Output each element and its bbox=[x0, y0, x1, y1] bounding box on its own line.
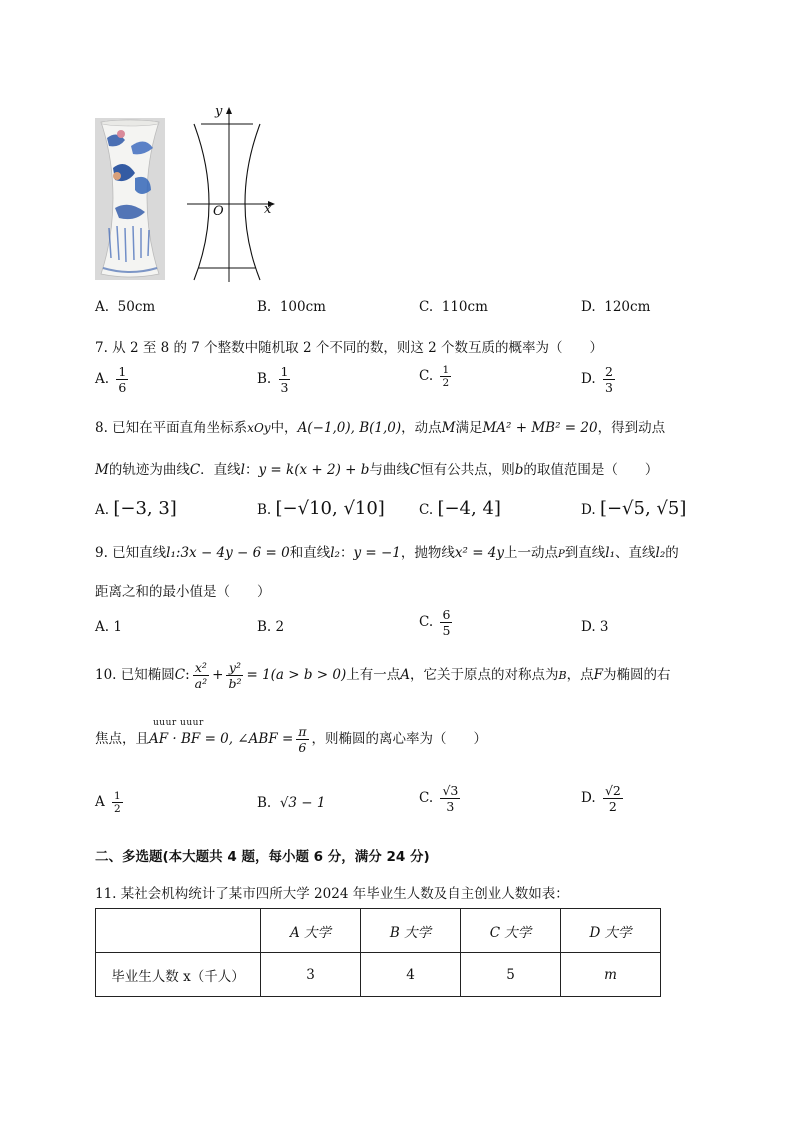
q8-option-b bbox=[257, 498, 385, 519]
option-letter: A. bbox=[95, 371, 110, 387]
hyperbola-figure bbox=[184, 104, 284, 284]
option-text: [−√10, √10] bbox=[275, 498, 385, 519]
option-letter: C. bbox=[419, 502, 434, 518]
q8-option-a bbox=[95, 498, 177, 519]
denominator: 3 bbox=[280, 380, 289, 395]
text: : bbox=[185, 667, 190, 683]
option-letter: A bbox=[95, 794, 105, 810]
option-letter: D. bbox=[581, 790, 596, 806]
math: = 1(a > b > 0) bbox=[246, 667, 347, 683]
text: 和直线 bbox=[289, 545, 331, 561]
text: ，点 bbox=[566, 667, 594, 683]
option-text: 120cm bbox=[604, 299, 651, 315]
denominator: 5 bbox=[442, 623, 451, 638]
fraction bbox=[603, 783, 623, 814]
math: F bbox=[593, 667, 603, 683]
text: 的 bbox=[665, 545, 679, 561]
math: xOy bbox=[247, 421, 271, 435]
denominator: b² bbox=[228, 676, 242, 691]
q7-option-b bbox=[257, 364, 293, 395]
option-text: 100cm bbox=[279, 299, 326, 315]
q6-option-d bbox=[581, 299, 650, 315]
numerator: √2 bbox=[604, 783, 621, 798]
fraction bbox=[440, 364, 451, 389]
math: l₁:3x − 4y − 6 = 0 bbox=[166, 545, 290, 561]
fraction bbox=[116, 364, 128, 395]
q11-stem: 11. 某社会机构统计了某市四所大学 2024 年毕业生人数及自主创业人数如表： bbox=[95, 886, 569, 902]
q8-option-c bbox=[419, 498, 501, 519]
text: 10. 已知椭圆 bbox=[95, 667, 175, 683]
text: 、直线 bbox=[615, 545, 656, 561]
table-header-cell: B 大学 bbox=[361, 909, 461, 953]
q7-option-d bbox=[581, 364, 618, 395]
text: ： bbox=[245, 462, 259, 478]
option-text: [−4, 4] bbox=[437, 498, 501, 519]
option-letter: C. bbox=[419, 299, 434, 315]
q9-line-2: 距离之和的最小值是（ ） bbox=[95, 584, 271, 600]
q7-stem: 7. 从 2 至 8 的 7 个整数中随机取 2 个不同的数，则这 2 个数互质的概率为（ ） bbox=[95, 340, 604, 356]
fraction bbox=[440, 607, 452, 638]
table-header-cell: A 大学 bbox=[261, 909, 361, 953]
text: 9. 已知直线 bbox=[95, 545, 167, 561]
math: A(−1,0), B(1,0) bbox=[297, 420, 402, 436]
q6-option-b bbox=[257, 299, 326, 315]
option-letter: D. bbox=[581, 371, 596, 387]
denominator: 2 bbox=[608, 799, 617, 814]
section-heading: 二、多选题(本大题共 4 题，每小题 6 分，满分 24 分) bbox=[95, 849, 430, 865]
numerator: 1 bbox=[442, 364, 450, 376]
denominator: a² bbox=[194, 676, 208, 691]
math: l₁ bbox=[605, 545, 615, 561]
math: x² = 4y bbox=[454, 545, 505, 561]
q10-option-c bbox=[419, 783, 463, 814]
fraction bbox=[279, 364, 291, 395]
option-letter: C. bbox=[419, 614, 434, 630]
q9-option-c bbox=[419, 607, 455, 638]
q9-line-1 bbox=[95, 541, 679, 561]
math: l₂ bbox=[655, 545, 666, 561]
option-letter: A. bbox=[95, 502, 110, 518]
text: ，抛物线 bbox=[400, 545, 455, 561]
option-letter: A. bbox=[95, 299, 110, 315]
text: 上有一点 bbox=[346, 667, 401, 683]
math: y = k(x + 2) + b bbox=[258, 462, 370, 478]
fraction bbox=[296, 724, 308, 755]
text: 满足 bbox=[455, 420, 483, 436]
denominator: 3 bbox=[446, 799, 455, 814]
text: 的取值范围是（ ） bbox=[523, 462, 659, 478]
denominator: 3 bbox=[604, 380, 613, 395]
origin-label: O bbox=[213, 204, 224, 219]
text: ．直线 bbox=[200, 462, 241, 478]
math: C bbox=[174, 667, 186, 683]
math: MA² + MB² = 20 bbox=[482, 420, 598, 436]
table-header-cell: D 大学 bbox=[561, 909, 661, 953]
q7-option-a bbox=[95, 364, 131, 395]
option-letter: B. bbox=[257, 502, 272, 518]
option-letter: B. bbox=[257, 299, 272, 315]
text: ，动点 bbox=[401, 420, 442, 436]
q10-option-b bbox=[257, 795, 326, 811]
y-axis-label: y bbox=[215, 104, 223, 119]
numerator: π bbox=[298, 724, 307, 739]
q10-line-1: 10. 已知椭圆C: $\frac{\text{x²}}{\text{a²}}$ + $\frac{\text{y²}}{\text{b²}}$ = 1(a > b > 0)上有一点A，它关于原点的对称点为B，点F为椭圆的右 bbox=[95, 660, 671, 691]
math: M bbox=[441, 420, 456, 436]
denominator: 2 bbox=[442, 377, 450, 389]
text: ，它关于原点的对称点为 bbox=[410, 667, 559, 683]
fraction bbox=[226, 660, 243, 691]
option-text: √3 − 1 bbox=[279, 795, 326, 811]
q10-option-a bbox=[95, 790, 126, 815]
option-text: 110cm bbox=[441, 299, 488, 315]
fraction bbox=[193, 660, 209, 691]
table-header-cell: C 大学 bbox=[461, 909, 561, 953]
q7-option-c bbox=[419, 364, 454, 389]
table-row bbox=[96, 953, 661, 997]
numerator: 1 bbox=[280, 364, 289, 379]
text: 为椭圆的右 bbox=[602, 667, 671, 683]
data-table bbox=[95, 908, 661, 997]
q9-option-d: D. 3 bbox=[581, 619, 609, 635]
x-axis-label: x bbox=[264, 202, 272, 217]
text: 8. 已知在平面直角坐标系 bbox=[95, 420, 248, 436]
text: 的轨迹为曲线 bbox=[108, 462, 190, 478]
denominator: 6 bbox=[118, 380, 127, 395]
numerator: √3 bbox=[442, 783, 459, 798]
math: M bbox=[95, 462, 109, 478]
table-cell: 5 bbox=[461, 953, 561, 997]
fraction bbox=[112, 790, 123, 815]
text: ： bbox=[339, 545, 354, 561]
table-cell: 4 bbox=[361, 953, 461, 997]
q6-option-a bbox=[95, 299, 155, 315]
option-text: 50cm bbox=[117, 299, 156, 315]
numerator: 2 bbox=[604, 364, 613, 379]
option-text: [−3, 3] bbox=[113, 498, 177, 519]
q9-option-a: A. 1 bbox=[95, 619, 122, 635]
numerator: 1 bbox=[118, 364, 127, 379]
q6-option-c bbox=[419, 299, 488, 315]
fraction bbox=[440, 783, 460, 814]
option-letter: D. bbox=[581, 502, 596, 518]
numerator: 1 bbox=[114, 790, 121, 802]
option-letter: D. bbox=[581, 299, 596, 315]
q8-line-2 bbox=[95, 458, 658, 478]
fraction bbox=[603, 364, 615, 395]
table-header-row bbox=[96, 909, 661, 953]
math: y = −1 bbox=[353, 545, 401, 561]
q8-option-d bbox=[581, 498, 686, 519]
text: 与曲线 bbox=[369, 462, 410, 478]
math: C bbox=[409, 462, 421, 478]
text: 中， bbox=[270, 420, 298, 436]
text: 恒有公共点，则 bbox=[420, 462, 515, 478]
option-letter: B. bbox=[257, 371, 272, 387]
option-text: [−√5, √5] bbox=[599, 498, 687, 519]
table-header-cell bbox=[96, 909, 261, 953]
denominator: 6 bbox=[298, 740, 307, 755]
text: 焦点，且 bbox=[95, 731, 149, 747]
q10-option-d bbox=[581, 783, 626, 814]
q10-line-2 bbox=[95, 724, 487, 755]
table-cell: 3 bbox=[261, 953, 361, 997]
option-letter: B. bbox=[257, 795, 272, 811]
math: l bbox=[240, 462, 245, 478]
math: C bbox=[189, 462, 201, 478]
q8-line-1 bbox=[95, 416, 665, 436]
vector-arrow-mark: uuur uuur bbox=[153, 718, 204, 728]
table-cell: m bbox=[561, 953, 661, 997]
text: ，得到动点 bbox=[597, 420, 666, 436]
denominator: 2 bbox=[114, 803, 121, 815]
numerator: y² bbox=[226, 660, 243, 676]
math: b bbox=[514, 462, 524, 478]
math: P bbox=[558, 549, 565, 560]
numerator: x² bbox=[193, 660, 209, 676]
option-letter: C. bbox=[419, 790, 434, 806]
table-row-label: 毕业生人数 x（千人） bbox=[96, 953, 261, 997]
math: l₂ bbox=[330, 545, 340, 561]
math: B bbox=[558, 669, 567, 682]
option-letter: C. bbox=[419, 368, 434, 384]
numerator: 6 bbox=[442, 607, 451, 622]
text: ，则椭圆的离心率为（ ） bbox=[311, 731, 488, 747]
text: 到直线 bbox=[564, 545, 606, 561]
vase-photo bbox=[95, 118, 165, 280]
math: A bbox=[400, 667, 411, 683]
math: AF · BF = 0, ∠ABF = bbox=[149, 731, 294, 747]
q9-option-b: B. 2 bbox=[257, 619, 285, 635]
text: 上一动点 bbox=[504, 545, 559, 561]
